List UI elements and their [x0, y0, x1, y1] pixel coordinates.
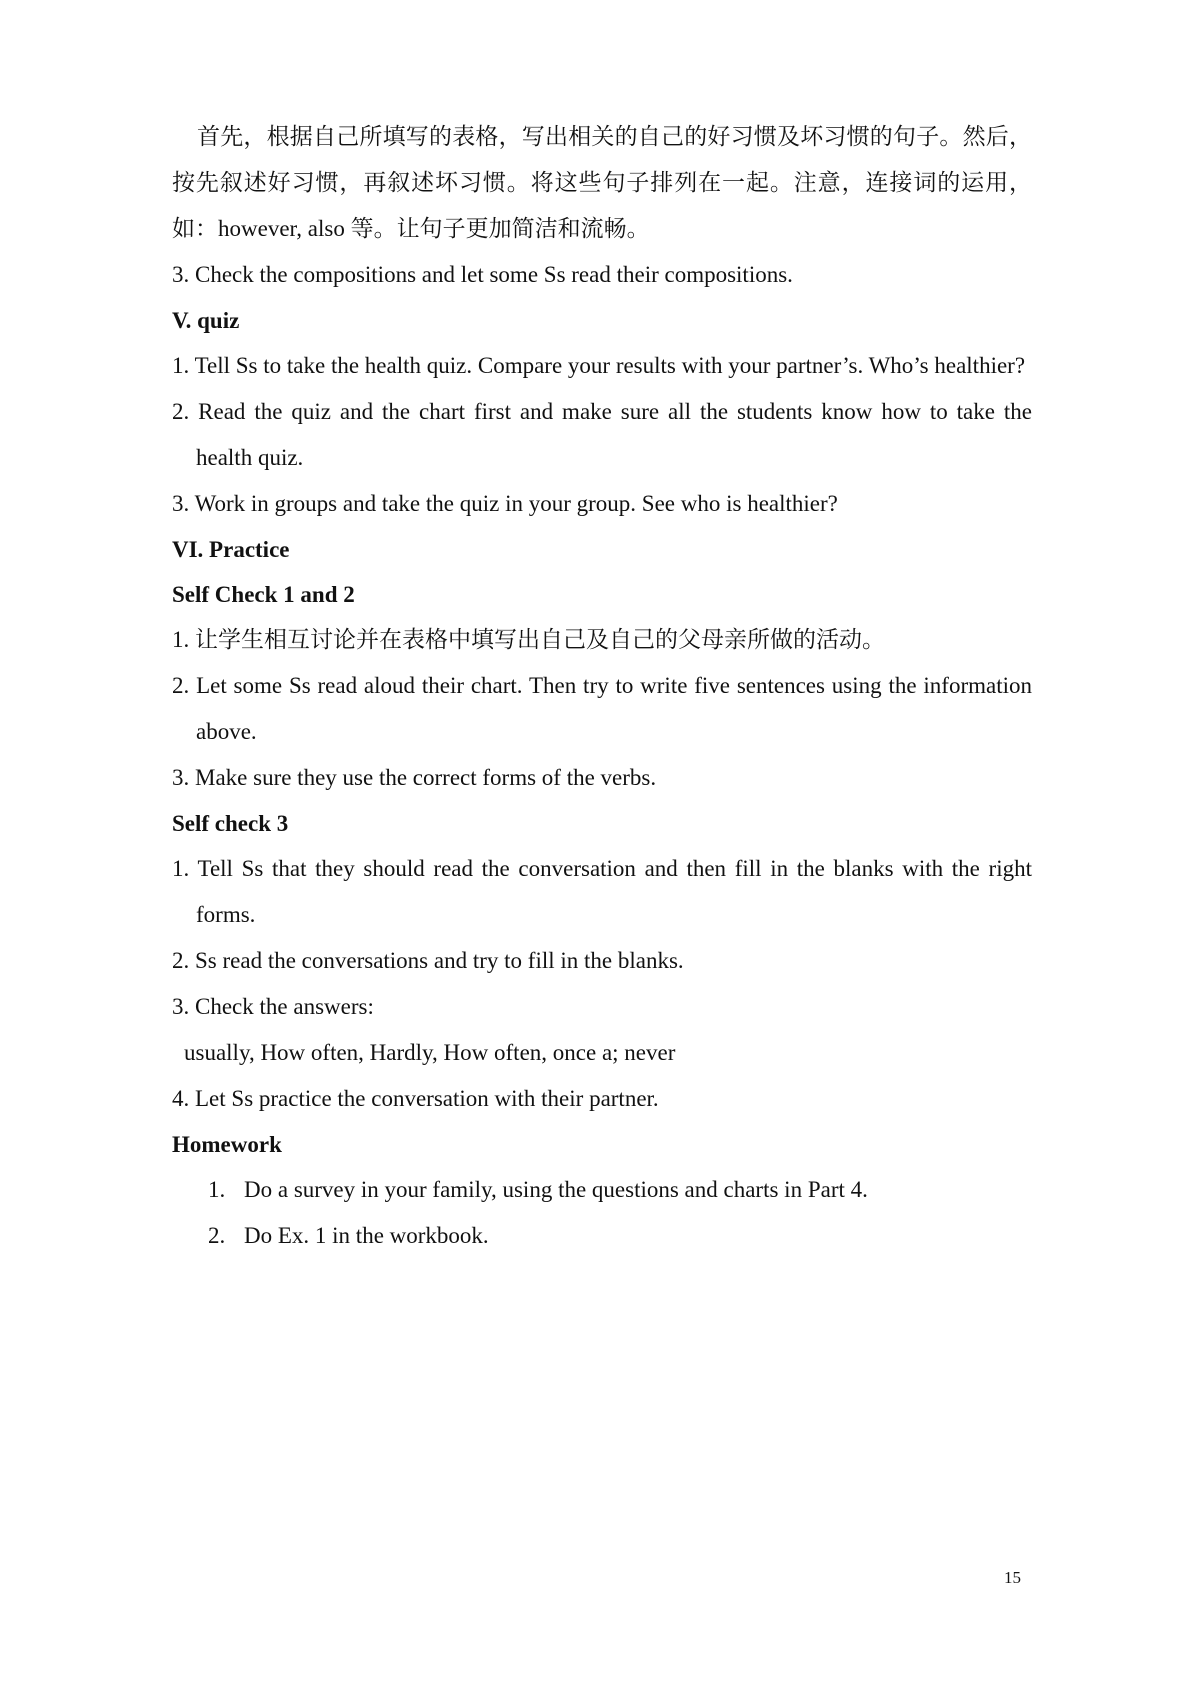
self-check-12-item-3: 3. Make sure they use the correct forms of the verbs. — [172, 765, 657, 790]
homework-item-text: Do Ex. 1 in the workbook. — [244, 1223, 489, 1248]
section-v-item-3: 3. Work in groups and take the quiz in your group. See who is healthier? — [172, 491, 838, 516]
homework-item — [172, 1213, 1032, 1259]
self-check-3-item-4: 4. Let Ss practice the conversation with their partner. — [172, 1086, 659, 1111]
self-check-12-item-2: 2. Let some Ss read aloud their chart. Then try to write five sentences using the information above. — [172, 673, 1032, 744]
homework-item-text: Do a survey in your family, using the questions and charts in Part 4. — [244, 1177, 868, 1202]
self-check-3-heading: Self check 3 — [172, 811, 289, 836]
self-check-3-answers: usually, How often, Hardly, How often, once a; never — [184, 1040, 676, 1065]
self-check-12-heading: Self Check 1 and 2 — [172, 582, 355, 607]
homework-heading: Homework — [172, 1132, 282, 1157]
self-check-12-item-1: 1. 让学生相互讨论并在表格中填写出自己及自己的父母亲所做的活动。 — [172, 627, 885, 652]
section-v-heading: V. quiz — [172, 308, 240, 333]
self-check-3-item-3: 3. Check the answers: — [172, 994, 374, 1019]
homework-item-number: 2. — [208, 1223, 226, 1248]
document-page — [172, 114, 1032, 1259]
intro-paragraph: 首先，根据自己所填写的表格，写出相关的自己的好习惯及坏习惯的句子。然后，按先叙述好习惯，再叙述坏习惯。将这些句子排列在一起。注意，连接词的运用，如：however, also 等。让句子更加简洁和流畅。 — [172, 124, 1032, 241]
section-vi-heading: VI. Practice — [172, 537, 290, 562]
self-check-3-item-2: 2. Ss read the conversations and try to fill in the blanks. — [172, 948, 684, 973]
self-check-3-item-1: 1. Tell Ss that they should read the conversation and then fill in the blanks with the right forms. — [172, 856, 1032, 927]
section-v-item-2: 2. Read the quiz and the chart first and make sure all the students know how to take the health quiz. — [172, 399, 1032, 470]
homework-list — [172, 1167, 1032, 1259]
page-number: 15 — [1004, 1568, 1021, 1587]
homework-item-number: 1. — [208, 1177, 226, 1202]
homework-item — [172, 1167, 1032, 1213]
intro-item-3: 3. Check the compositions and let some Ss read their compositions. — [172, 262, 793, 287]
section-v-item-1: 1. Tell Ss to take the health quiz. Compare your results with your partner’s. Who’s healthier? — [172, 353, 1026, 378]
